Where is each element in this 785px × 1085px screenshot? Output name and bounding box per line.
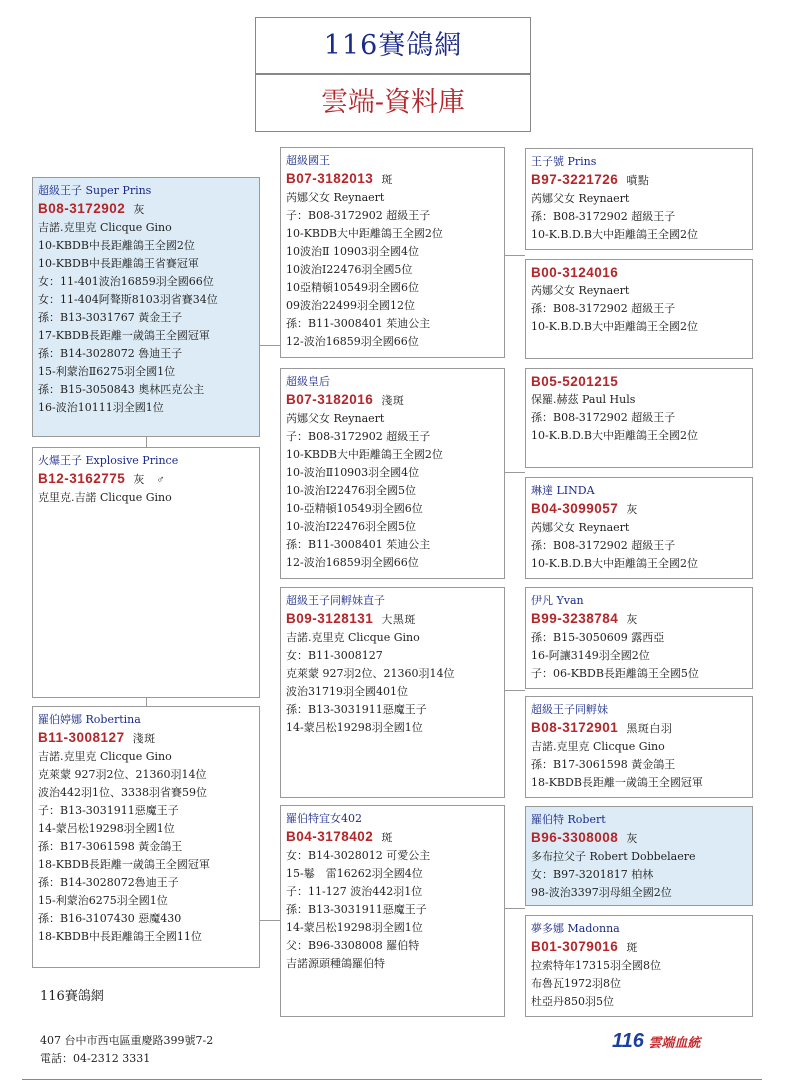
pigeon-name: 夢多娜 Madonna <box>531 922 620 935</box>
feather-color: 噴點 <box>626 175 650 187</box>
card-dam <box>32 706 260 968</box>
record-line: 10-波治Ⅰ22476羽全國5位 <box>286 520 417 533</box>
connector <box>260 920 280 921</box>
record-line: 15-鬈 雷16262羽全國4位 <box>286 867 423 880</box>
record-line: 子：06-KBDB長距離鴿王全國5位 <box>531 667 699 680</box>
record-line: 波治31719羽全國401位 <box>286 685 408 698</box>
card-dd-dam <box>525 915 753 1017</box>
record-line: 16-波治10111羽全國1位 <box>38 401 164 414</box>
record-line: 孫：B11-3008401 茱迪公主 <box>286 317 431 330</box>
record-line: 10-KBDB大中距離鴿王全國2位 <box>286 227 443 240</box>
record-line: 孫：B17-3061598 黃金鴿王 <box>531 758 676 771</box>
card-sire-sire <box>280 147 505 358</box>
record-line: 拉索特年17315羽全國8位 <box>531 959 661 972</box>
footer-address: 407 台中市西屯區重慶路399號7-2 <box>40 1034 214 1047</box>
pigeon-name: 羅伯特宜女402 <box>286 812 362 825</box>
record-line: 杜亞丹850羽5位 <box>531 995 614 1008</box>
record-line: 98-波治3397羽母組全國2位 <box>531 886 672 899</box>
ring-row <box>531 171 752 190</box>
record-line: 18-KBDB中長距離鴿王全國11位 <box>38 930 202 943</box>
record-line: 10-K.B.D.B大中距離鴿王全國2位 <box>531 320 699 333</box>
record-line: 芮娜父女 Reynaert <box>531 284 630 297</box>
brand-logo[interactable] <box>612 1030 700 1053</box>
footer-site-name: 116賽鴿網 <box>40 989 104 1004</box>
record-line: 10-KBDB中長距離鴿王全國2位 <box>38 239 195 252</box>
card-ds-sire <box>525 587 753 689</box>
feather-color: 黑斑白羽 <box>626 723 673 735</box>
record-line: 孫：B15-3050609 露西亞 <box>531 631 665 644</box>
card-dam-dam <box>280 805 505 1017</box>
pigeon-name: 超級國王 <box>286 154 330 167</box>
page-subtitle: 雲端-資料庫 <box>255 73 531 132</box>
ring-row <box>531 610 752 629</box>
record-line: 子：B08-3172902 超級王子 <box>286 430 431 443</box>
record-line: 芮娜父女 Reynaert <box>286 412 385 425</box>
card-ss-sire <box>525 148 753 250</box>
record-line: 10-K.B.D.B大中距離鴿王全國2位 <box>531 429 699 442</box>
record-line: 14-蒙呂松19298羽全國1位 <box>286 921 423 934</box>
ring-number: B00-3124016 <box>531 265 619 280</box>
ring-number: B09-3128131 <box>286 611 374 626</box>
record-line: 芮娜父女 Reynaert <box>531 521 630 534</box>
ring-number: B96-3308008 <box>531 830 619 845</box>
record-line: 吉諾.克里克 Clicque Gino <box>38 750 172 763</box>
record-line: 多布拉父子 Robert Dobbelaere <box>531 850 696 863</box>
record-line: 10-KBDB大中距離鴿王全國2位 <box>286 448 443 461</box>
ring-row <box>286 610 504 629</box>
logo-number: 116 <box>612 1030 644 1052</box>
card-dam-sire <box>280 587 505 798</box>
record-line: 10-K.B.D.B大中距離鴿王全國2位 <box>531 557 699 570</box>
logo-text: 雲端血統 <box>648 1035 701 1050</box>
card-sire-dam <box>280 368 505 579</box>
record-line: 吉諾源頭種鴿羅伯特 <box>286 957 385 970</box>
feather-color: 斑 <box>626 942 638 954</box>
record-line: 孫：B13-3031911惡魔王子 <box>286 903 427 916</box>
feather-color: 斑 <box>381 174 393 186</box>
record-line: 17-KBDB長距離一歲鴿王全國冠軍 <box>38 329 210 342</box>
record-line: 吉諾.克里克 Clicque Gino <box>531 740 665 753</box>
record-line: 子：11-127 波治442羽1位 <box>286 885 423 898</box>
feather-color: 大黑斑 <box>381 614 416 626</box>
ring-number: B04-3178402 <box>286 829 374 844</box>
record-line: 芮娜父女 Reynaert <box>531 192 630 205</box>
footer-phone: 電話：04-2312 3331 <box>40 1052 151 1065</box>
ring-number: B08-3172902 <box>38 201 126 216</box>
ring-number: B05-5201215 <box>531 374 619 389</box>
ring-row <box>531 373 752 391</box>
record-line: 14-蒙呂松19298羽全國1位 <box>286 721 423 734</box>
ring-number: B04-3099057 <box>531 501 619 516</box>
pigeon-name: 火爆王子 Explosive Prince <box>38 454 179 467</box>
feather-color: 斑 <box>381 832 393 844</box>
record-line: 孫：B14-3028072 魯迪王子 <box>38 347 183 360</box>
site-title: 116賽鴿網 <box>255 17 531 75</box>
record-line: 女：B11-3008127 <box>286 649 383 662</box>
record-line: 12-波治16859羽全國66位 <box>286 335 419 348</box>
ring-number: B12-3162775 <box>38 471 126 486</box>
record-line: 孫：B17-3061598 黃金鴿王 <box>38 840 183 853</box>
feather-color: 灰 <box>133 204 145 216</box>
ring-row <box>38 200 259 219</box>
record-line: 10波治Ⅱ 10903羽全國4位 <box>286 245 419 258</box>
record-line: 孫：B08-3172902 超級王子 <box>531 539 676 552</box>
connector <box>505 690 525 691</box>
record-line: 18-KBDB長距離一歲鴿王全國冠軍 <box>531 776 703 789</box>
ring-row <box>531 938 752 957</box>
record-line: 保羅.赫茲 Paul Huls <box>531 393 636 406</box>
pigeon-name: 伊凡 Yvan <box>531 594 584 607</box>
pigeon-name: 超級皇后 <box>286 375 330 388</box>
feather-color: 灰 <box>626 833 638 845</box>
record-line: 女：B97-3201817 柏林 <box>531 868 654 881</box>
ring-number: B01-3079016 <box>531 939 619 954</box>
card-sd-sire <box>525 368 753 468</box>
pigeon-name: 超級王子同孵妹 <box>531 703 608 716</box>
card-sd-dam <box>525 477 753 579</box>
pigeon-name: 羅伯婷娜 Robertina <box>38 713 141 726</box>
record-line: 父：B96-3308008 羅伯特 <box>286 939 420 952</box>
ring-row <box>286 828 504 847</box>
record-line: 孫：B08-3172902 超級王子 <box>531 302 676 315</box>
pigeon-name: 王子號 Prins <box>531 155 597 168</box>
ring-row <box>531 500 752 519</box>
card-ds-dam <box>525 696 753 798</box>
record-line: 芮娜父女 Reynaert <box>286 191 385 204</box>
feather-color: 淺斑 <box>381 395 405 407</box>
pigeon-name: 羅伯特 Robert <box>531 813 606 826</box>
record-line: 子：B08-3172902 超級王子 <box>286 209 431 222</box>
record-line: 10-KBDB中長距離鴿王省賽冠軍 <box>38 257 199 270</box>
record-line: 10亞精頓10549羽全國6位 <box>286 281 419 294</box>
connector <box>260 345 280 346</box>
ring-row <box>531 264 752 282</box>
record-line: 布魯瓦1972羽8位 <box>531 977 621 990</box>
feather-color: 灰 <box>626 614 638 626</box>
feather-color: 灰 ♂ <box>133 474 166 486</box>
ring-row <box>531 719 752 738</box>
footer-contact <box>40 1032 213 1068</box>
record-line: 女：11-404阿聱斯8103羽省賽34位 <box>38 293 218 306</box>
ring-number: B07-3182013 <box>286 171 374 186</box>
record-line: 18-KBDB長距離一歲鴿王全國冠軍 <box>38 858 210 871</box>
ring-number: B11-3008127 <box>38 730 125 745</box>
record-line: 子：B13-3031911惡魔王子 <box>38 804 179 817</box>
record-line: 10波治Ⅰ22476羽全國5位 <box>286 263 413 276</box>
connector <box>505 472 525 473</box>
ring-row <box>286 391 504 410</box>
feather-color: 淺斑 <box>132 733 156 745</box>
card-subject <box>32 177 260 437</box>
record-line: 波治442羽1位、3338羽省賽59位 <box>38 786 207 799</box>
feather-color: 灰 <box>626 504 638 516</box>
record-line: 15-利蒙治6275羽全國1位 <box>38 894 168 907</box>
record-line: 克萊蒙 927羽2位、21360羽14位 <box>38 768 207 781</box>
ring-row <box>531 829 752 848</box>
record-line: 孫：B14-3028072魯迪王子 <box>38 876 179 889</box>
record-line: 16-阿讓3149羽全國2位 <box>531 649 650 662</box>
connector <box>146 437 147 447</box>
record-line: 孫：B13-3031911惡魔王子 <box>286 703 427 716</box>
record-line: 孫：B08-3172902 超級王子 <box>531 411 676 424</box>
pigeon-name: 琳達 LINDA <box>531 484 595 497</box>
record-line: 女：11-401波治16859羽全國66位 <box>38 275 214 288</box>
record-line: 10-K.B.D.B大中距離鴿王全國2位 <box>531 228 699 241</box>
record-line: 09波治22499羽全國12位 <box>286 299 415 312</box>
ring-number: B99-3238784 <box>531 611 619 626</box>
pigeon-name: 超級王子 Super Prins <box>38 184 152 197</box>
connector <box>505 255 525 256</box>
ring-number: B08-3172901 <box>531 720 619 735</box>
record-line: 10-亞精頓10549羽全國6位 <box>286 502 423 515</box>
card-ss-dam <box>525 259 753 359</box>
bottom-divider <box>22 1079 762 1080</box>
record-line: 女：B14-3028012 可愛公主 <box>286 849 431 862</box>
record-line: 克里克.吉諾 Clicque Gino <box>38 491 172 504</box>
ring-number: B97-3221726 <box>531 172 619 187</box>
ring-row <box>286 170 504 189</box>
record-line: 孫：B15-3050843 奧林匹克公主 <box>38 383 205 396</box>
ring-row <box>38 729 259 748</box>
record-line: 吉諾.克里克 Clicque Gino <box>286 631 420 644</box>
ring-number: B07-3182016 <box>286 392 374 407</box>
record-line: 15-利蒙治Ⅱ6275羽全國1位 <box>38 365 176 378</box>
card-dd-sire <box>525 806 753 906</box>
record-line: 孫：B08-3172902 超級王子 <box>531 210 676 223</box>
record-line: 14-蒙呂松19298羽全國1位 <box>38 822 175 835</box>
record-line: 孫：B13-3031767 黃金王子 <box>38 311 183 324</box>
record-line: 10-波治Ⅰ22476羽全國5位 <box>286 484 417 497</box>
ring-row <box>38 470 259 489</box>
record-line: 吉諾.克里克 Clicque Gino <box>38 221 172 234</box>
record-line: 孫：B16-3107430 惡魔430 <box>38 912 182 925</box>
record-line: 12-波治16859羽全國66位 <box>286 556 419 569</box>
pigeon-name: 超級王子同孵妹直子 <box>286 594 385 607</box>
record-line: 克萊蒙 927羽2位、21360羽14位 <box>286 667 455 680</box>
connector <box>505 908 525 909</box>
record-line: 孫：B11-3008401 茱迪公主 <box>286 538 431 551</box>
record-line: 10-波治Ⅱ10903羽全國4位 <box>286 466 420 479</box>
card-sire <box>32 447 260 698</box>
